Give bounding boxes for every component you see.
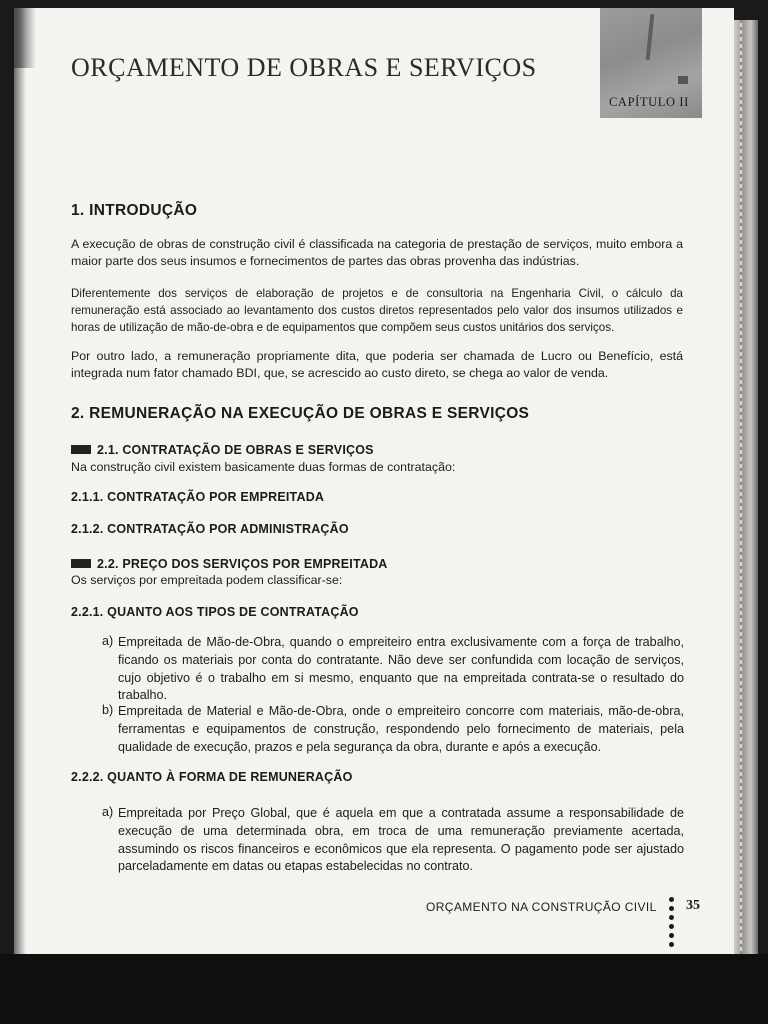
scan-background bbox=[0, 954, 768, 1024]
page-number: 35 bbox=[686, 898, 700, 913]
page-corner-shadow bbox=[14, 8, 36, 68]
list-item-preco-global: Empreitada por Preço Global, que é aquela em que a contratada assume a responsabilidade de execução de uma determinada obra, em troca de uma remuneração previamente acertada, assumindo os riscos financeiros e econômicos que ela representa. O pagamento pode ser ajustado parceladamente em datas ou etapas estabelecidas no contrato. bbox=[118, 806, 684, 874]
footer-dots-ornament bbox=[669, 897, 675, 951]
list-marker-b: b) bbox=[102, 703, 114, 717]
intro-paragraph-1: A execução de obras de construção civil é classificada na categoria de prestação de serviços, muito embora a maior parte dos seus insumos e fornecimentos de partes das obras provenha das indústrias. bbox=[71, 237, 683, 268]
list-item-material-mao-de-obra: Empreitada de Material e Mão-de-Obra, onde o empreiteiro concorre com materiais, mão-de-obra, ferramentas e equipamentos de construção, respondendo pelo fornecimento de materiais, pela qualidade de execução, prazos e pela segurança da obra, durante e após a execução. bbox=[118, 704, 684, 754]
subsection-heading-2-1 bbox=[71, 443, 374, 457]
item-2-1-1: 2.1.1. CONTRATAÇÃO POR EMPREITADA bbox=[71, 490, 325, 504]
intro-paragraph-2: Diferentemente dos serviços de elaboração de projetos e de consultoria na Engenharia Civil, o cálculo da remuneração está associado ao levantamento dos custos diretos representados pelo valor dos insumos utilizados e horas de utilização de mão-de-obra e de equipamentos que compõem seus custos unitários dos serviços. bbox=[71, 287, 683, 334]
subsection-heading-2-2 bbox=[71, 557, 388, 571]
item-2-1-2: 2.1.2. CONTRATAÇÃO POR ADMINISTRAÇÃO bbox=[71, 522, 349, 536]
item-2-2-2-heading: 2.2.2. QUANTO À FORMA DE REMUNERAÇÃO bbox=[71, 770, 353, 784]
book-page-edges bbox=[734, 20, 758, 955]
section-marker-block bbox=[71, 445, 91, 454]
subsection-heading-2-1-text: 2.1. CONTRATAÇÃO DE OBRAS E SERVIÇOS bbox=[97, 443, 374, 457]
list-item-mao-de-obra: Empreitada de Mão-de-Obra, quando o empreiteiro entra exclusivamente com a força de trabalho, ficando os materiais por conta do contratante. Não deve ser confundida com locação de serviços, cujo objetivo é o trabalho em si mesmo, enquanto que na empreitada contrata-se o resultado do trabalho. bbox=[118, 635, 684, 703]
section-marker-block bbox=[71, 559, 91, 568]
subsection-2-2-text: Os serviços por empreitada podem classificar-se: bbox=[71, 573, 343, 587]
subsection-heading-2-2-text: 2.2. PREÇO DOS SERVIÇOS POR EMPREITADA bbox=[97, 557, 388, 571]
item-2-2-1-heading: 2.2.1. QUANTO AOS TIPOS DE CONTRATAÇÃO bbox=[71, 605, 359, 619]
running-footer-title: ORÇAMENTO NA CONSTRUÇÃO CIVIL bbox=[426, 900, 657, 914]
section-heading-remuneracao: 2. REMUNERAÇÃO NA EXECUÇÃO DE OBRAS E SERVIÇOS bbox=[71, 405, 530, 422]
page-title: ORÇAMENTO DE OBRAS E SERVIÇOS bbox=[71, 53, 537, 82]
intro-paragraph-3: Por outro lado, a remuneração propriamente dita, que poderia ser chamada de Lucro ou Benefício, está integrada num fator chamado BDI, que, se acrescido ao custo direto, se chega ao valor de venda. bbox=[71, 349, 683, 380]
chapter-label: CAPÍTULO II bbox=[609, 95, 689, 109]
section-heading-introducao: 1. INTRODUÇÃO bbox=[71, 202, 198, 219]
page-binding-shadow bbox=[14, 8, 26, 954]
list-marker-a: a) bbox=[102, 805, 114, 819]
list-marker-a: a) bbox=[102, 634, 114, 648]
subsection-2-1-text: Na construção civil existem basicamente duas formas de contratação: bbox=[71, 460, 456, 474]
